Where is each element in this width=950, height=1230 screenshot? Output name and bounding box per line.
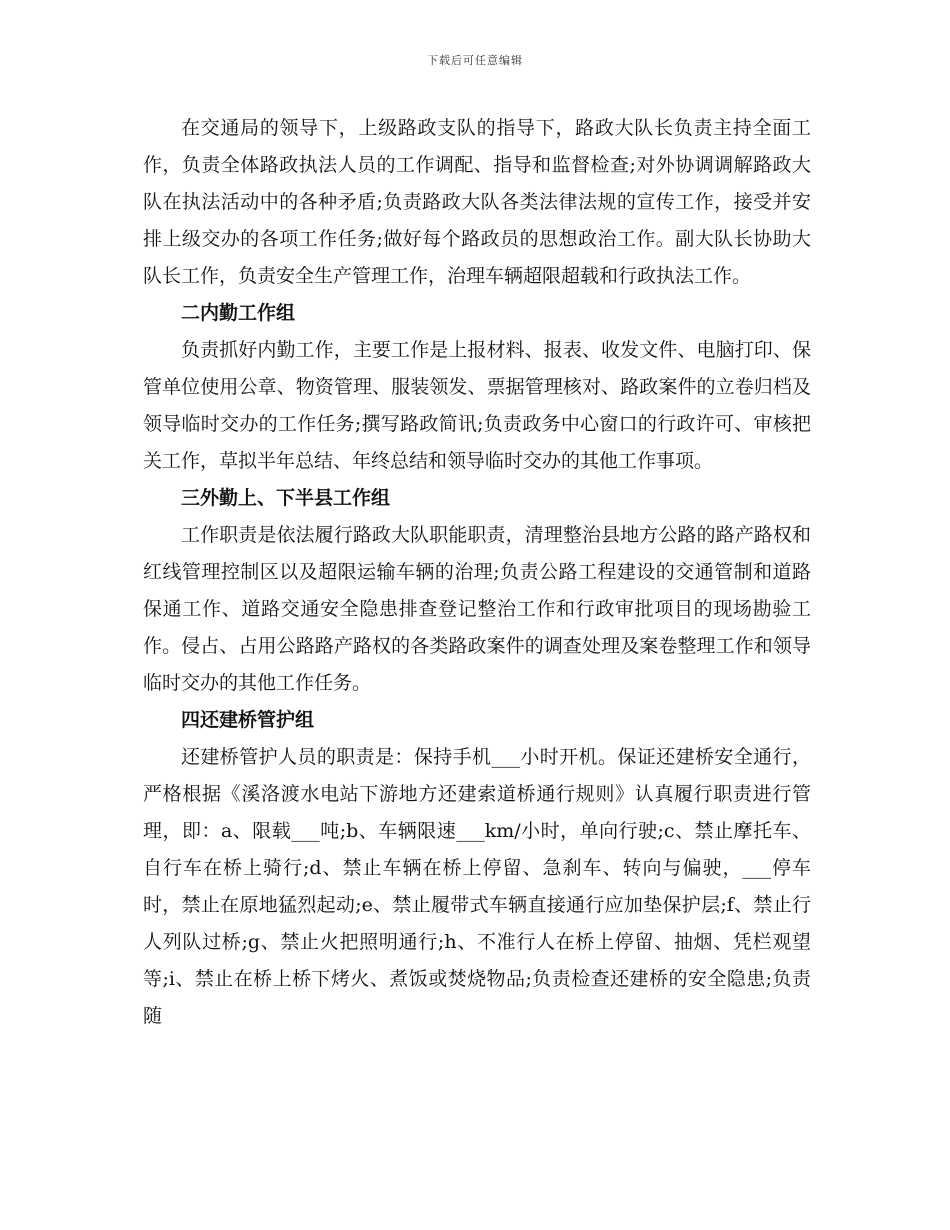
section-heading-bridge-group: 四还建桥管护组: [181, 709, 315, 731]
page-header: 下载后可任意编辑: [427, 54, 523, 67]
paragraph-internal-duties: 负责抓好内勤工作，主要工作是上报材料、报表、收发文件、电脑打印、保管单位使用公章、物资管理、服装领发、票据管理核对、路政案件的立卷归档及领导临时交办的工作任务;撰写路政简讯;负责政务中心窗口的行政许可、审核把关工作，草拟半年总结、年终总结和领导临时交办的其他工作事项。: [143, 339, 811, 472]
section-heading-internal-group: 二内勤工作组: [181, 302, 296, 324]
paragraph-field-duties: 工作职责是依法履行路政大队职能职责，清理整治县地方公路的路产路权和红线管理控制区以及超限运输车辆的治理;负责公路工程建设的交通管制和道路保通工作、道路交通安全隐患排查登记整治工作和行政审批项目的现场勘验工作。侵占、占用公路路产路权的各类路政案件的调查处理及案卷整理工作和领导临时交办的其他工作任务。: [143, 524, 811, 694]
paragraph-leadership-duties: 在交通局的领导下，上级路政支队的指导下，路政大队长负责主持全面工作，负责全体路政执法人员的工作调配、指导和监督检查;对外协调调解路政大队在执法活动中的各种矛盾;负责路政大队各类法律法规的宣传工作，接受并安排上级交办的各项工作任务;做好每个路政员的思想政治工作。副大队长协助大队长工作，负责安全生产管理工作，治理车辆超限超载和行政执法工作。: [143, 117, 811, 287]
paragraph-bridge-duties: 还建桥管护人员的职责是：保持手机___小时开机。保证还建桥安全通行，严格根据《溪洛渡水电站下游地方还建索道桥通行规则》认真履行职责进行管理，即：a、限载___吨;b、车辆限速___km/小时，单向行驶;c、禁止摩托车、自行车在桥上骑行;d、禁止车辆在桥上停留、急刹车、转向与偏驶，___停车时，禁止在原地猛烈起动;e、禁止履带式车辆直接通行应加垫保护层;f、禁止行人列队过桥;g、禁止火把照明通行;h、不准行人在桥上停留、抽烟、凭栏观望等;i、禁止在桥上桥下烤火、煮饭或焚烧物品;负责检查还建桥的安全隐患;负责随: [143, 746, 811, 1027]
section-heading-field-group: 三外勤上、下半县工作组: [181, 487, 391, 509]
document-body: [143, 110, 811, 1035]
